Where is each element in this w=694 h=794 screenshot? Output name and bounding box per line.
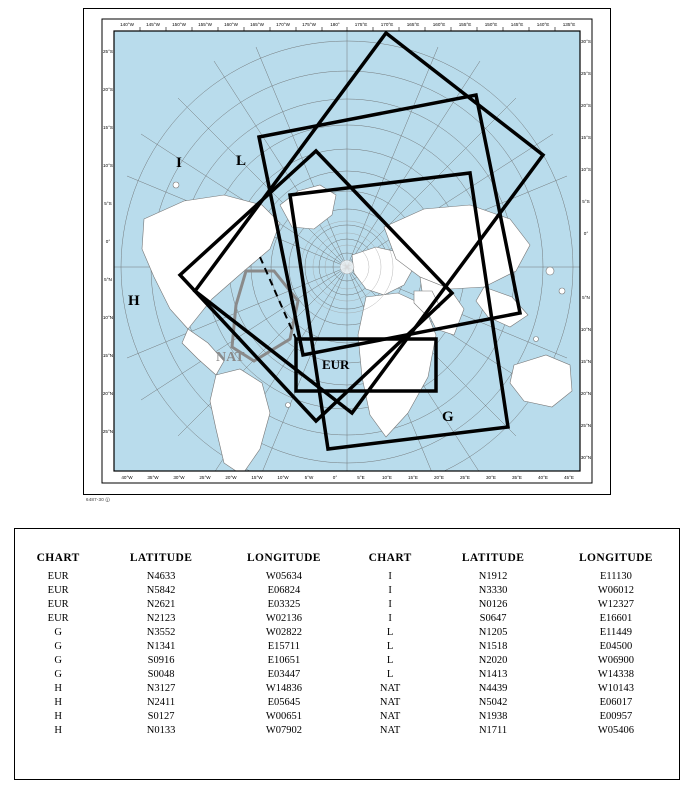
svg-text:25°N: 25°N <box>580 423 592 428</box>
svg-text:0°: 0° <box>583 231 589 236</box>
table-cell: E00957 <box>599 710 633 722</box>
table-cell: N0126 <box>478 598 508 610</box>
table-cell: N1938 <box>478 710 508 722</box>
header-longitude-1: LONGITUDE <box>246 552 321 564</box>
table-cell: NAT <box>379 682 401 694</box>
svg-text:5°S: 5°S <box>104 201 112 206</box>
table-row <box>15 653 679 667</box>
table-cell: N5842 <box>146 584 176 596</box>
svg-text:25°W: 25°W <box>199 475 211 480</box>
table-row <box>15 667 679 681</box>
table-cell: W00651 <box>265 710 302 722</box>
svg-text:20°W: 20°W <box>225 475 237 480</box>
region-label-I: I <box>176 155 182 171</box>
table-cell: EUR <box>47 612 69 624</box>
table-cell: L <box>386 668 394 680</box>
table-row <box>15 569 679 583</box>
table-cell: N2621 <box>146 598 176 610</box>
table-cell: NAT <box>379 696 401 708</box>
table-cell: W05634 <box>265 570 302 582</box>
table-cell: N5042 <box>478 696 508 708</box>
table-row <box>15 639 679 653</box>
svg-text:165°E: 165°E <box>406 22 420 27</box>
header-longitude-2: LONGITUDE <box>578 552 653 564</box>
table-cell: W06900 <box>597 654 634 666</box>
table-cell: W10143 <box>597 682 634 694</box>
header-chart-2: CHART <box>368 552 412 564</box>
table-cell: N2123 <box>146 612 176 624</box>
coordinates-table <box>15 551 679 737</box>
table-cell: E11130 <box>599 570 632 582</box>
table-cell: N1912 <box>478 570 508 582</box>
table-row <box>15 723 679 737</box>
table-header-row <box>15 551 679 569</box>
svg-text:160°W: 160°W <box>224 22 238 27</box>
table-cell: N1518 <box>478 640 508 652</box>
table-cell: N1205 <box>478 626 508 638</box>
svg-text:5°S: 5°S <box>582 199 590 204</box>
table-row <box>15 709 679 723</box>
table-row <box>15 583 679 597</box>
region-label-H: H <box>128 293 140 309</box>
svg-text:35°W: 35°W <box>147 475 159 480</box>
table-cell: EUR <box>47 570 69 582</box>
svg-text:150°E: 150°E <box>484 22 498 27</box>
svg-text:25°S: 25°S <box>102 49 114 54</box>
header-latitude-2: LATITUDE <box>461 552 525 564</box>
table-cell: E04500 <box>599 640 633 652</box>
table-row <box>15 611 679 625</box>
svg-text:0°: 0° <box>332 475 338 480</box>
svg-text:25°N: 25°N <box>102 429 114 434</box>
svg-text:155°E: 155°E <box>458 22 472 27</box>
svg-text:10°E: 10°E <box>381 475 393 480</box>
table-cell: N4633 <box>146 570 176 582</box>
table-cell: N1341 <box>146 640 176 652</box>
svg-text:40°W: 40°W <box>121 475 133 480</box>
svg-text:20°S: 20°S <box>580 103 592 108</box>
svg-text:35°E: 35°E <box>511 475 523 480</box>
table-cell: H <box>54 710 62 722</box>
header-chart-1: CHART <box>36 552 80 564</box>
table-cell: W12327 <box>597 598 634 610</box>
coordinates-table-panel <box>14 528 680 780</box>
table-cell: L <box>386 640 394 652</box>
world-map-graphic <box>84 9 610 494</box>
map-panel <box>83 8 611 508</box>
table-cell: L <box>386 626 394 638</box>
table-cell: S0048 <box>147 668 175 680</box>
table-cell: L <box>386 654 394 666</box>
table-cell: E03325 <box>267 598 301 610</box>
table-cell: W05406 <box>597 724 634 736</box>
svg-text:30°E: 30°E <box>485 475 497 480</box>
table-cell: N2020 <box>478 654 508 666</box>
svg-text:20°N: 20°N <box>580 391 592 396</box>
table-cell: E06824 <box>267 584 301 596</box>
table-cell: W14836 <box>265 682 302 694</box>
table-cell: W02136 <box>265 612 302 624</box>
svg-text:30°S: 30°S <box>580 39 592 44</box>
svg-text:170°E: 170°E <box>380 22 394 27</box>
svg-text:175°E: 175°E <box>354 22 368 27</box>
region-label-G: G <box>442 409 454 425</box>
table-cell: W06012 <box>597 584 634 596</box>
table-cell: I <box>388 570 392 582</box>
svg-text:175°W: 175°W <box>302 22 316 27</box>
svg-text:135°E: 135°E <box>562 22 576 27</box>
table-cell: E10651 <box>267 654 301 666</box>
svg-text:170°W: 170°W <box>276 22 290 27</box>
svg-text:0°: 0° <box>105 239 111 244</box>
table-row <box>15 681 679 695</box>
table-cell: I <box>388 612 392 624</box>
table-cell: E15711 <box>267 640 301 652</box>
svg-text:15°N: 15°N <box>102 353 114 358</box>
table-cell: NAT <box>379 724 401 736</box>
svg-text:15°E: 15°E <box>407 475 419 480</box>
table-cell: I <box>388 598 392 610</box>
table-cell: E06017 <box>599 696 633 708</box>
svg-text:20°N: 20°N <box>102 391 114 396</box>
table-cell: N0133 <box>146 724 176 736</box>
table-body <box>15 569 679 737</box>
table-cell: N3330 <box>478 584 508 596</box>
svg-text:25°S: 25°S <box>580 71 592 76</box>
svg-text:5°N: 5°N <box>104 277 112 282</box>
svg-text:30°W: 30°W <box>173 475 185 480</box>
header-latitude-1: LATITUDE <box>129 552 193 564</box>
table-cell: H <box>54 682 62 694</box>
table-cell: H <box>54 696 62 708</box>
svg-text:10°S: 10°S <box>580 167 592 172</box>
svg-text:145°W: 145°W <box>146 22 160 27</box>
table-cell: G <box>54 668 62 680</box>
map-frame <box>83 8 611 495</box>
svg-text:10°S: 10°S <box>102 163 114 168</box>
svg-text:10°W: 10°W <box>277 475 289 480</box>
table-row <box>15 695 679 709</box>
svg-text:140°E: 140°E <box>536 22 550 27</box>
table-cell: E05645 <box>267 696 301 708</box>
svg-text:30°N: 30°N <box>580 455 592 460</box>
svg-text:15°N: 15°N <box>580 359 592 364</box>
table-cell: S0127 <box>147 710 175 722</box>
table-cell: W14338 <box>597 668 634 680</box>
table-cell: S0916 <box>147 654 175 666</box>
svg-text:5°N: 5°N <box>582 295 590 300</box>
table-cell: N2411 <box>146 696 176 708</box>
svg-text:180°: 180° <box>330 22 340 27</box>
table-cell: E11449 <box>599 626 633 638</box>
table-row <box>15 597 679 611</box>
table-cell: N3127 <box>146 682 176 694</box>
table-cell: EUR <box>47 598 69 610</box>
svg-text:20°S: 20°S <box>102 87 114 92</box>
svg-text:15°S: 15°S <box>580 135 592 140</box>
table-cell: G <box>54 640 62 652</box>
svg-text:25°E: 25°E <box>459 475 471 480</box>
svg-text:15°S: 15°S <box>102 125 114 130</box>
table-cell: N3552 <box>146 626 176 638</box>
table-cell: EUR <box>47 584 69 596</box>
svg-text:155°W: 155°W <box>198 22 212 27</box>
table-cell: W02822 <box>265 626 302 638</box>
map-credit-text: 6487-30 (j) <box>86 497 110 502</box>
table-cell: S0647 <box>479 612 507 624</box>
table-cell: N1413 <box>478 668 508 680</box>
table-cell: G <box>54 654 62 666</box>
svg-text:5°W: 5°W <box>304 475 314 480</box>
svg-text:20°E: 20°E <box>433 475 445 480</box>
svg-text:10°N: 10°N <box>580 327 592 332</box>
svg-text:140°W: 140°W <box>120 22 134 27</box>
svg-text:160°E: 160°E <box>432 22 446 27</box>
svg-text:150°W: 150°W <box>172 22 186 27</box>
table-cell: N1711 <box>478 724 508 736</box>
table-cell: E03447 <box>267 668 301 680</box>
region-label-EUR: EUR <box>322 357 350 372</box>
table-cell: H <box>54 724 62 736</box>
svg-text:10°N: 10°N <box>102 315 114 320</box>
table-cell: W07902 <box>265 724 302 736</box>
svg-text:165°W: 165°W <box>250 22 264 27</box>
table-row <box>15 625 679 639</box>
svg-text:145°E: 145°E <box>510 22 524 27</box>
table-cell: I <box>388 584 392 596</box>
svg-text:5°E: 5°E <box>357 475 365 480</box>
table-cell: N4439 <box>478 682 508 694</box>
svg-text:45°E: 45°E <box>563 475 575 480</box>
table-cell: G <box>54 626 62 638</box>
table-cell: E16601 <box>599 612 633 624</box>
table-cell: NAT <box>379 710 401 722</box>
svg-text:40°E: 40°E <box>537 475 549 480</box>
region-label-NAT: NAT <box>216 350 245 365</box>
region-label-L: L <box>236 153 247 169</box>
svg-text:15°W: 15°W <box>251 475 263 480</box>
